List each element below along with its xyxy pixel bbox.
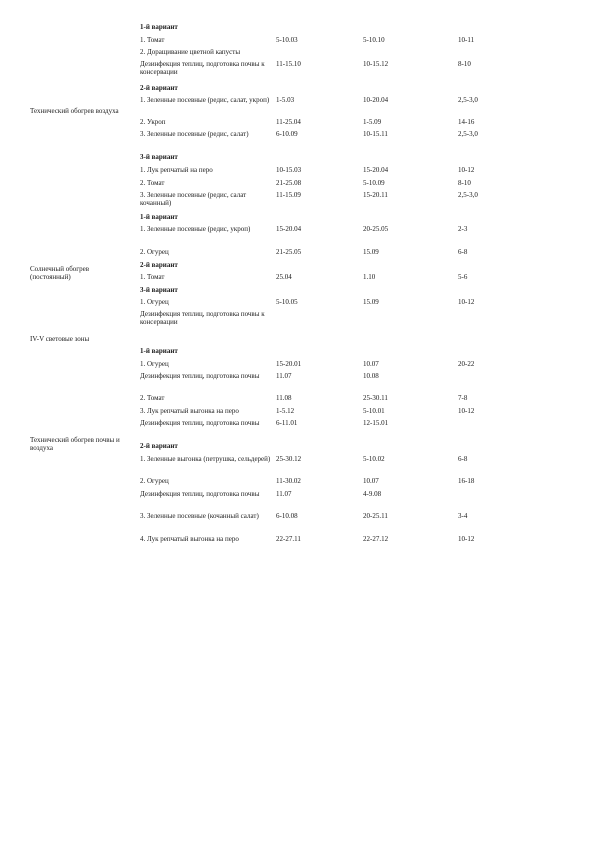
end-date-cell: 5-10.02 [363, 455, 385, 463]
end-date-cell: 22-27.12 [363, 535, 389, 543]
crop-cell: 2. Укроп [140, 118, 166, 126]
crop-cell: 3. Зеленные посевные (редис, салат) [140, 130, 249, 138]
end-date-cell: 20-25.11 [363, 512, 388, 520]
variant-heading: 2-й вариант [140, 261, 178, 269]
yield-cell: 16-18 [458, 477, 475, 485]
end-date-cell: 10-15.12 [363, 60, 389, 68]
sow-date-cell: 10-15.03 [276, 166, 302, 174]
crop-cell: 3. Зеленные посевные (кочанный салат) [140, 512, 259, 520]
crop-cell: 3. Зеленные посевные (редис, салат кочанный) [140, 191, 247, 207]
yield-cell: 10-12 [458, 407, 475, 415]
end-date-cell: 15.09 [363, 248, 379, 256]
crop-cell: Дезинфекция теплиц, подготовка почвы к консервации [140, 310, 265, 326]
crop-cell: 1. Томат [140, 273, 165, 281]
crop-cell: 2. Томат [140, 179, 165, 187]
sow-date-cell: 15-20.01 [276, 360, 302, 368]
sow-date-cell: 21-25.05 [276, 248, 302, 256]
yield-cell: 8-10 [458, 60, 471, 68]
yield-cell: 10-12 [458, 535, 475, 543]
yield-cell: 2,5-3,0 [458, 191, 478, 199]
crop-cell: 1. Огурец [140, 360, 169, 368]
crop-cell: Дезинфекция теплиц, подготовка почвы [140, 490, 260, 498]
section-label: Солнечный обогрев (постоянный) [30, 265, 90, 281]
yield-cell: 20-22 [458, 360, 475, 368]
sow-date-cell: 25-30.12 [276, 455, 302, 463]
end-date-cell: 1-5.09 [363, 118, 382, 126]
sow-date-cell: 25.04 [276, 273, 292, 281]
crop-cell: 4. Лук репчатый выгонка на перо [140, 535, 239, 543]
yield-cell: 10-12 [458, 298, 475, 306]
crop-cell: 2. Томат [140, 394, 165, 402]
variant-heading: 2-й вариант [140, 442, 178, 450]
sow-date-cell: 6-11.01 [276, 419, 298, 427]
end-date-cell: 25-30.11 [363, 394, 388, 402]
section-label: Технический обогрев воздуха [30, 107, 119, 115]
crop-cell: 2. Огурец [140, 477, 169, 485]
yield-cell: 2,5-3,0 [458, 96, 478, 104]
sow-date-cell: 22-27.11 [276, 535, 301, 543]
yield-cell: 6-8 [458, 455, 468, 463]
yield-cell: 2-3 [458, 225, 468, 233]
sow-date-cell: 11-25.04 [276, 118, 301, 126]
end-date-cell: 10.08 [363, 372, 379, 380]
sow-date-cell: 1-5.12 [276, 407, 295, 415]
crop-cell: Дезинфекция теплиц, подготовка почвы [140, 419, 260, 427]
yield-cell: 10-11 [458, 36, 475, 44]
sow-date-cell: 11.07 [276, 372, 292, 380]
yield-cell: 10-12 [458, 166, 475, 174]
variant-heading: 1-й вариант [140, 347, 178, 355]
sow-date-cell: 6-10.09 [276, 130, 298, 138]
sow-date-cell: 11-30.02 [276, 477, 301, 485]
crop-cell: 3. Лук репчатый выгонка на перо [140, 407, 239, 415]
variant-heading: 3-й вариант [140, 286, 178, 294]
yield-cell: 3-4 [458, 512, 468, 520]
sow-date-cell: 11.08 [276, 394, 292, 402]
crop-cell: 1. Зеленные посевные (редис, салат, укроп) [140, 96, 270, 104]
yield-cell: 14-16 [458, 118, 475, 126]
end-date-cell: 1.10 [363, 273, 376, 281]
variant-heading: 2-й вариант [140, 84, 178, 92]
end-date-cell: 20-25.05 [363, 225, 389, 233]
crop-cell: 2. Огурец [140, 248, 169, 256]
sow-date-cell: 5-10.05 [276, 298, 298, 306]
crop-cell: Дезинфекция теплиц, подготовка почвы к консервации [140, 60, 265, 76]
end-date-cell: 10.07 [363, 477, 379, 485]
yield-cell: 5-6 [458, 273, 468, 281]
end-date-cell: 10-20.04 [363, 96, 389, 104]
sow-date-cell: 11-15.10 [276, 60, 301, 68]
crop-cell: 1. Лук репчатый на перо [140, 166, 213, 174]
end-date-cell: 15-20.11 [363, 191, 388, 199]
variant-heading: 3-й вариант [140, 153, 178, 161]
end-date-cell: 5-10.10 [363, 36, 385, 44]
sow-date-cell: 21-25.08 [276, 179, 302, 187]
sow-date-cell: 6-10.08 [276, 512, 298, 520]
variant-heading: 1-й вариант [140, 213, 178, 221]
section-label: IV-V световые зоны [30, 335, 90, 343]
sow-date-cell: 5-10.03 [276, 36, 298, 44]
crop-cell: 1. Томат [140, 36, 165, 44]
yield-cell: 6-8 [458, 248, 468, 256]
yield-cell: 8-10 [458, 179, 471, 187]
crop-cell: 1. Зеленные посевные (редис, укроп) [140, 225, 251, 233]
end-date-cell: 5-10.01 [363, 407, 385, 415]
end-date-cell: 12-15.01 [363, 419, 389, 427]
end-date-cell: 5-10.09 [363, 179, 385, 187]
sow-date-cell: 1-5.03 [276, 96, 295, 104]
end-date-cell: 10-15.11 [363, 130, 388, 138]
end-date-cell: 4-9.08 [363, 490, 382, 498]
crop-cell: Дезинфекция теплиц, подготовка почвы [140, 372, 260, 380]
end-date-cell: 10.07 [363, 360, 379, 368]
yield-cell: 2,5-3,0 [458, 130, 478, 138]
sow-date-cell: 15-20.04 [276, 225, 302, 233]
sow-date-cell: 11-15.09 [276, 191, 301, 199]
sow-date-cell: 11.07 [276, 490, 292, 498]
section-label: Технический обогрев почвы и воздуха [30, 436, 120, 452]
crop-cell: 2. Доращивание цветной капусты [140, 48, 241, 56]
variant-heading: 1-й вариант [140, 23, 178, 31]
yield-cell: 7-8 [458, 394, 468, 402]
crop-cell: 1. Зеленные выгонка (петрушка, сельдерей) [140, 455, 271, 463]
crop-cell: 1. Огурец [140, 298, 169, 306]
end-date-cell: 15.09 [363, 298, 379, 306]
end-date-cell: 15-20.04 [363, 166, 389, 174]
